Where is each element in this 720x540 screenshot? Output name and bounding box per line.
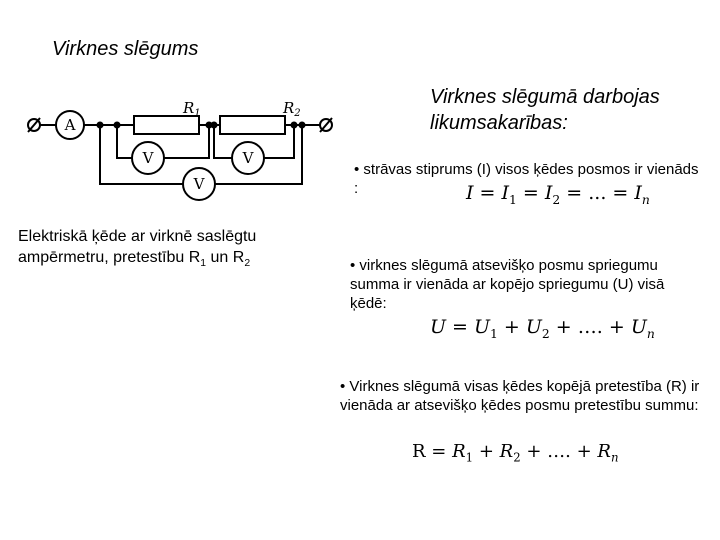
laws-heading (430, 84, 710, 136)
wire (117, 125, 132, 158)
voltmeter-total-label: V (193, 175, 205, 193)
wire (214, 125, 232, 158)
wire (264, 125, 294, 158)
junction-node (114, 122, 121, 129)
voltmeter-r1-label: V (142, 149, 154, 167)
resistor-r2-label: $R_2$ (283, 99, 301, 119)
junction-node (211, 122, 218, 129)
formula-voltage: $U = U_1 + U_2$ + …. + $U_n$ (430, 316, 655, 341)
formula-resistance: $R = R_1 + R_2$ + …. + $R_n$ (412, 441, 619, 465)
diagram-caption: Elektriskā ķēde ar virknē saslēgtu ampērmetru, pretestību $R_1$ un $R_2$ (18, 228, 257, 270)
resistor-r2 (220, 116, 285, 134)
formula-current: $I = I_1 = I_2$ = ... = $I_n$ (466, 182, 650, 207)
junction-node (291, 122, 298, 129)
voltmeter-r2-label: V (242, 149, 254, 167)
resistor-r1-label: $R_1$ (183, 99, 201, 119)
laws-heading-rest: darbojas likumsakarības: (430, 86, 660, 134)
ammeter-label: A (64, 116, 76, 134)
series-circuit-diagram (20, 96, 350, 201)
page-title: Virknes slēgums (52, 38, 199, 60)
laws-heading-italic: Virknes slēgumā (430, 86, 578, 108)
bullet-resistance: • Virknes slēgumā visas ķēdes kopējā pretestība (R) ir vienāda ar atsevišķo ķēdes posmu pretestību summu: (340, 378, 700, 414)
wire (164, 125, 209, 158)
bullet-voltage: • virknes slēgumā atsevišķo posmu spriegumu summa ir vienāda ar kopējo spriegumu (U) visā ķēdē: (350, 257, 665, 312)
junction-node (97, 122, 104, 129)
resistor-r1 (134, 116, 199, 134)
bullet-current: • strāvas stiprums (I) visos ķēdes posmos ir vienāds : (354, 161, 699, 197)
junction-node (299, 122, 306, 129)
